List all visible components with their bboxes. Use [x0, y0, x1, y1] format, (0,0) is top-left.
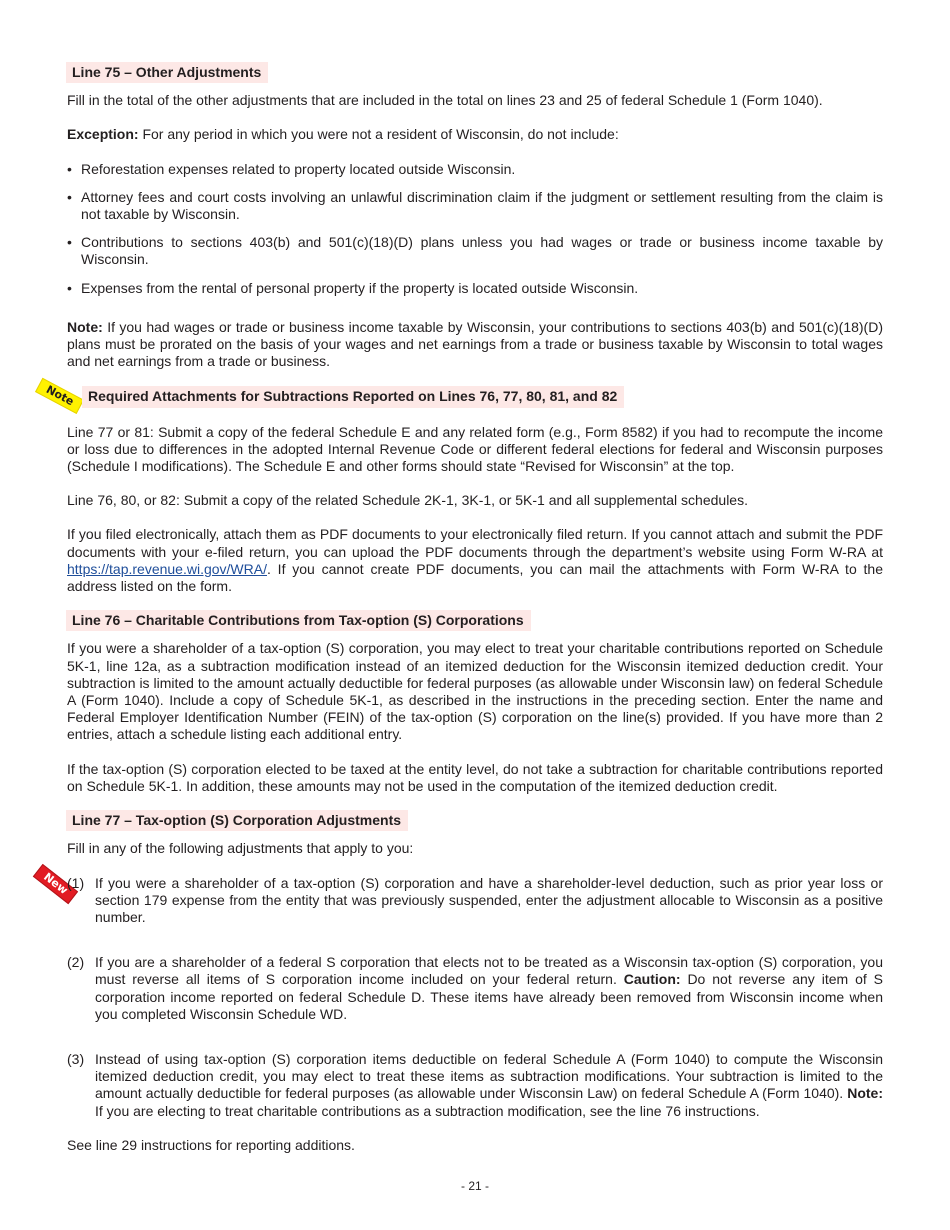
line-77-see-also: See line 29 instructions for reporting additions.	[67, 1136, 355, 1153]
list-item: • Attorney fees and court costs involving an unlawful discrimination claim if the judgment or settlement resulting from the claim is not taxable by Wisconsin.	[67, 189, 883, 223]
attachments-paragraph-3	[67, 526, 883, 595]
exception-text: For any period in which you were not a resident of Wisconsin, do not include:	[138, 126, 619, 143]
note-text: If you had wages or trade or business income taxable by Wisconsin, your contributions to sections 403(b) and 501(c)(18)(D) plans must be prorated on the basis of your wages and net earnings from a trade or business taxable by Wisconsin to total wages and net earnings from a trade or business.	[67, 318, 883, 370]
attachments-paragraph-2: Line 76, 80, or 82: Submit a copy of the related Schedule 2K-1, 3K-1, or 5K-1 and all supplemental schedules.	[67, 492, 748, 509]
line-75-note	[67, 319, 883, 371]
caution-label: Caution:	[623, 971, 681, 988]
list-item	[67, 954, 883, 1023]
list-item: • Contributions to sections 403(b) and 501(c)(18)(D) plans unless you had wages or trade or business income taxable by Wisconsin.	[67, 234, 883, 268]
item-number: (2)	[67, 954, 85, 971]
line-77-intro: Fill in any of the following adjustments that apply to you:	[67, 840, 414, 857]
list-item	[67, 1051, 883, 1120]
line-75-intro: Fill in the total of the other adjustments that are included in the total on lines 23 and 25 of federal Schedule 1 (Form 1040).	[67, 92, 823, 109]
page-content	[67, 62, 883, 1154]
section-line-77	[67, 810, 883, 1154]
item-number: (3)	[67, 1050, 85, 1067]
attachments-text-before: If you filed electronically, attach them as PDF documents to your electronically filed return. If you cannot attach and submit the PDF documents with your e-filed return, you can upload the PDF documents through the department’s website using Form W-RA at	[67, 526, 883, 560]
note-badge-icon: Note	[35, 378, 84, 414]
section-required-attachments	[66, 386, 883, 407]
list-item	[67, 875, 883, 927]
note-label: Note:	[67, 318, 103, 335]
list-item: • Expenses from the rental of personal property if the property is located outside Wisconsin.	[67, 280, 883, 297]
new-badge-icon: New	[33, 864, 78, 904]
line-77-heading: Line 77 – Tax-option (S) Corporation Adjustments	[66, 810, 408, 831]
line-75-heading: Line 75 – Other Adjustments	[66, 62, 268, 83]
note-label: Note:	[847, 1085, 883, 1102]
line-76-paragraph-2: If the tax-option (S) corporation elected to be taxed at the entity level, do not take a subtraction for charitable contributions reported on Schedule 5K-1. In addition, these amounts may not be used in the computation of the itemized deduction credit.	[67, 760, 883, 794]
line-76-paragraph-1: If you were a shareholder of a tax-option (S) corporation, you may elect to treat your charitable contributions reported on Schedule 5K-1, line 12a, as a subtraction modification instead of an itemized deduction for the Wisconsin itemized deduction credit. Your subtraction is limited to the amount actually deductible for federal purposes (as allowable under Wisconsin law) on federal Schedule A (Form 1040). Include a copy of Schedule 5K-1, as described in the instructions in the preceding section. Enter the name and Federal Employer Identification Number (FEIN) of the tax-option (S) corporation on the line(s) provided. If you have more than 2 entries, attach a schedule listing each additional entry.	[67, 640, 883, 743]
exception-label: Exception:	[67, 126, 139, 143]
line-76-heading: Line 76 – Charitable Contributions from Tax-option (S) Corporations	[66, 610, 531, 631]
wra-link[interactable]: https://tap.revenue.wi.gov/WRA/	[67, 560, 267, 577]
item-text: Do not reverse any item of S corporation income reported on federal Schedule D. These items have already been removed from Wisconsin income when you completed Wisconsin Schedule WD.	[95, 971, 883, 1022]
line-75-exception	[67, 126, 883, 143]
attachments-heading: Required Attachments for Subtractions Reported on Lines 76, 77, 80, 81, and 82	[82, 386, 624, 407]
section-line-75	[67, 62, 883, 370]
item-text: If you are electing to treat charitable contributions as a subtraction modification, see the line 76 instructions.	[95, 1102, 760, 1119]
item-text: If you were a shareholder of a tax-option (S) corporation and have a shareholder-level deduction, such as prior year loss or section 179 expense from the entity that was previously suspended, enter the adjustment allocable to Wisconsin as a positive number.	[95, 874, 883, 925]
attachments-text-after: . If you cannot create PDF documents, you can mail the attachments with Form W-RA to the address listed on the form.	[67, 560, 883, 595]
item-text: If you are a shareholder of a federal S corporation that elects not to be treated as a Wisconsin tax-option (S) corporation, you must reverse all items of S corporation income included on your federal return.	[95, 954, 883, 988]
page-number: - 21 -	[460, 1179, 489, 1193]
item-number: (1)	[67, 874, 85, 891]
attachments-paragraph-1: Line 77 or 81: Submit a copy of the federal Schedule E and any related form (e.g., Form 8582) if you had to recompute the income or loss due to differences in the adopted Internal Revenue Code or different federal elections for federal and Wisconsin purposes (Schedule I modifications). The Schedule E and other forms should state “Revised for Wisconsin” at the top.	[67, 423, 883, 475]
item-text: Instead of using tax-option (S) corporation items deductible on federal Schedule A (Form 1040) to compute the Wisconsin itemized deduction credit, you may elect to treat these items as subtraction modifications. Your subtraction is limited to the amount actually deductible for federal purposes (as allowable under Wisconsin Law) on federal Schedule A (Form 1040).	[95, 1050, 883, 1102]
section-line-76	[67, 610, 883, 795]
list-item: • Reforestation expenses related to property located outside Wisconsin.	[67, 161, 883, 178]
